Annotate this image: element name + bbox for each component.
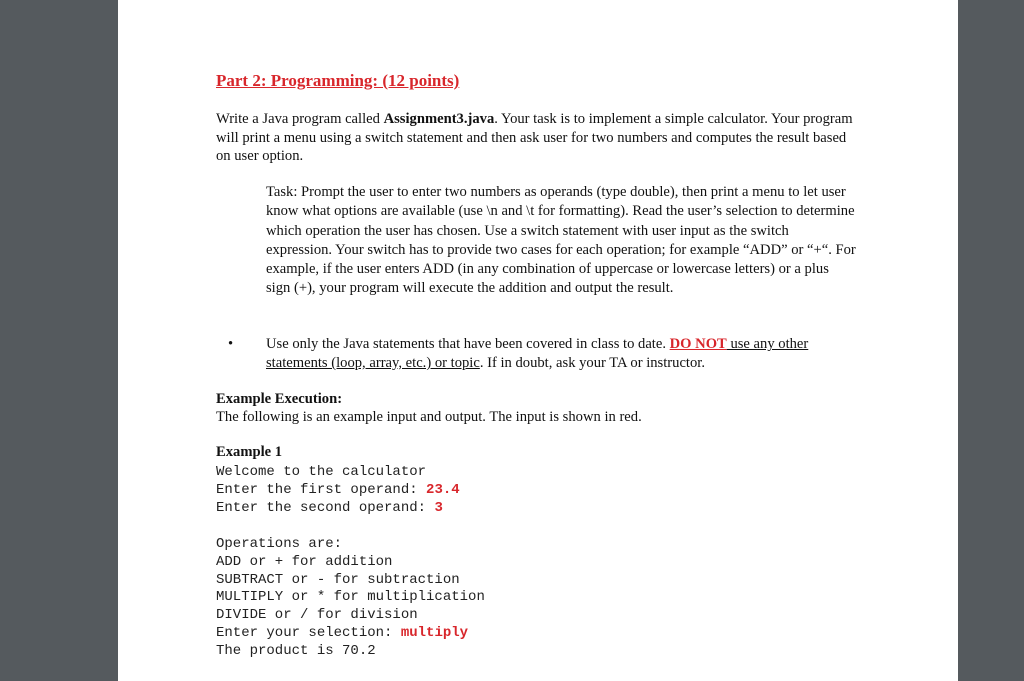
code-line-operations-header: Operations are: xyxy=(216,536,343,552)
bullet-after: . If in doubt, ask your TA or instructor. xyxy=(479,355,705,371)
second-input: 3 xyxy=(434,500,443,516)
code-line-result: The product is 70.2 xyxy=(216,643,376,659)
code-line-welcome: Welcome to the calculator xyxy=(216,464,427,480)
bullet-before: Use only the Java statements that have been covered in class to date. xyxy=(266,336,670,352)
intro-after: . Your task is to implement a simple calculator. Your program will print a menu using a switch statement and then ask user for two numbers and computes the result based on user option. xyxy=(216,111,853,164)
intro-filename: Assignment3.java xyxy=(383,111,495,127)
code-line-first-operand xyxy=(216,481,460,499)
code-line-op-add: ADD or + for addition xyxy=(216,554,393,570)
code-line-op-mul: MULTIPLY or * for multiplication xyxy=(216,589,485,605)
bullet-underlined: use any other statements (loop, array, etc.) or topic xyxy=(266,336,809,371)
document-page xyxy=(118,0,958,681)
second-prompt: Enter the second operand: xyxy=(216,500,435,516)
code-line-selection xyxy=(216,624,468,642)
selection-prompt: Enter your selection: xyxy=(216,625,401,641)
section-heading: Part 2: Programming: (12 points) xyxy=(216,71,460,90)
first-prompt: Enter the first operand: xyxy=(216,482,427,498)
code-line-op-div: DIVIDE or / for division xyxy=(216,607,418,623)
code-line-op-sub: SUBTRACT or - for subtraction xyxy=(216,572,460,588)
bullet-icon: • xyxy=(228,336,234,352)
code-line-second-operand xyxy=(216,499,443,517)
example-description: The following is an example input and output. The input is shown in red. xyxy=(216,409,642,425)
example-heading: Example Execution: xyxy=(216,391,343,407)
intro-before: Write a Java program called xyxy=(216,111,384,127)
first-input: 23.4 xyxy=(426,482,460,498)
intro-paragraph xyxy=(216,110,856,166)
selection-input: multiply xyxy=(400,625,469,641)
task-paragraph: Task: Prompt the user to enter two numbers as operands (type double), then print a menu to let user know what options are available (use \n and \t for formatting). Read the user’s selection to determine which operation the user has chosen. Use a switch statement with user input as the switch expression. Your switch has to provide two cases for each operation; for example “ADD” or “+“. For example, if the user enters ADD (in any combination of uppercase or lowercase letters) or a plus sign (+), your program will execute the addition and output the result. xyxy=(266,184,856,297)
bullet-text xyxy=(266,335,866,373)
example1-title: Example 1 xyxy=(216,444,283,460)
bullet-warning: DO NOT xyxy=(669,336,727,352)
